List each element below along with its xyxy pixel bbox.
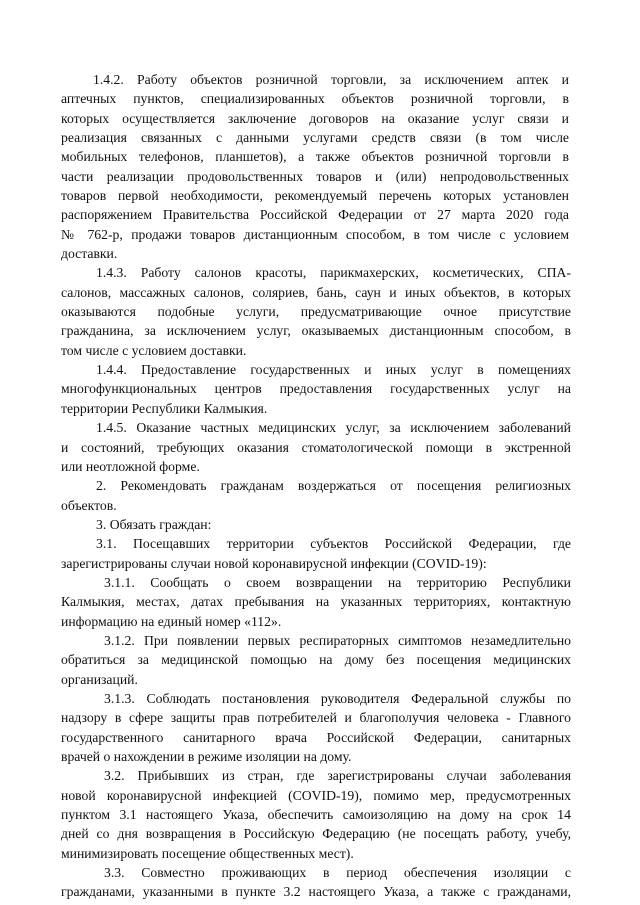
text-line: новой коронавирусной инфекцией (COVID-19), помимо мер, предусмотренных bbox=[61, 787, 571, 803]
text-line: государственного санитарного врача Российской Федерации, санитарных bbox=[61, 729, 571, 745]
text-line: надзору в сфере защиты прав потребителей и благополучия человека - Главного bbox=[61, 710, 571, 726]
text-line: доставки. bbox=[61, 246, 118, 262]
text-line: реализация связанных с данными услугами средств связи (в том числе bbox=[61, 130, 569, 145]
text-line: гражданами, указанными в пункте 3.2 настоящего Указа, а также с гражданами, bbox=[61, 884, 571, 900]
text-line: и состояний, требующих оказания стоматологической помощи в экстренной bbox=[61, 439, 571, 455]
text-line: 2. Рекомендовать гражданам воздержаться от посещения религиозных bbox=[96, 478, 571, 494]
text-line: гражданина, за исключением услуг, оказываемых дистанционным способом, в bbox=[61, 323, 571, 339]
text-line: 3.1.3. Соблюдать постановления руководителя Федеральной службы по bbox=[104, 690, 571, 706]
text-line: 1.4.3. Работу салонов красоты, парикмахерских, косметических, СПА- bbox=[96, 265, 571, 281]
text-line: 1.4.4. Предоставление государственных и иных услуг в помещениях bbox=[96, 362, 571, 378]
text-line: оказываются подобные услуги, предусматривающие очное присутствие bbox=[61, 304, 571, 320]
text-line: зарегистрированы случаи новой коронавирусной инфекции (COVID-19): bbox=[61, 555, 487, 571]
text-line: 3.1.2. При появлении первых респираторных симптомов незамедлительно bbox=[104, 632, 571, 648]
text-line: 1.4.2. Работу объектов розничной торговли, за исключением аптек и bbox=[93, 72, 569, 87]
text-line: информацию на единый номер «112». bbox=[61, 613, 282, 629]
text-line: 3.2. Прибывших из стран, где зарегистрированы случаи заболевания bbox=[104, 768, 571, 784]
text-line: 3.3. Совместно проживающих в период обеспечения изоляции с bbox=[104, 864, 571, 880]
text-line: которых осуществляется заключение договоров на оказание услуг связи и bbox=[61, 110, 569, 126]
text-line: 1.4.5. Оказание частных медицинских услуг, за исключением заболеваний bbox=[96, 420, 571, 436]
text-line: пунктом 3.1 настоящего Указа, обеспечить самоизоляцию на дому на срок 14 bbox=[61, 806, 571, 822]
text-line: мобильных телефонов, планшетов), а также объектов розничной торговли в bbox=[61, 149, 569, 165]
text-line: распоряжением Правительства Российской Федерации от 27 марта 2020 года bbox=[61, 207, 569, 223]
text-line: минимизировать посещение общественных мест). bbox=[61, 845, 354, 861]
text-line: территории Республики Калмыкия. bbox=[61, 400, 268, 416]
text-line: 3. Обязать граждан: bbox=[96, 516, 212, 532]
text-line: объектов. bbox=[61, 497, 117, 513]
text-line: обратиться за медицинской помощью на дому без посещения медицинских bbox=[61, 652, 571, 668]
text-line: дней со дня возвращения в Российскую Федерацию (не посещать работу, учебу, bbox=[61, 826, 571, 842]
text-line: № 762-р, продажи товаров дистанционным способом, в том числе с условием bbox=[61, 226, 569, 242]
text-line: товаров первой необходимости, рекомендуемый перечень которых установлен bbox=[61, 188, 569, 203]
text-line: 3.1.1. Сообщать о своем возвращении на территорию Республики bbox=[104, 574, 571, 590]
text-line: организаций. bbox=[61, 671, 138, 687]
text-line: врачей о нахождении в режиме изоляции на дому. bbox=[61, 748, 352, 764]
text-line: или неотложной форме. bbox=[61, 458, 200, 474]
text-line: аптечных пунктов, специализированных объектов розничной торговли, в bbox=[61, 91, 569, 107]
text-line: том числе с условием доставки. bbox=[61, 342, 247, 358]
text-line: части реализации продовольственных товаров и (или) непродовольственных bbox=[61, 168, 569, 184]
text-line: многофункциональных центров предоставления государственных услуг на bbox=[61, 381, 571, 397]
text-line: 3.1. Посещавших территории субъектов Российской Федерации, где bbox=[96, 536, 571, 552]
text-line: салонов, массажных салонов, соляриев, бань, саун и иных объектов, в которых bbox=[61, 284, 571, 300]
text-line: Калмыкия, местах, датах пребывания на указанных территориях, контактную bbox=[61, 594, 571, 610]
